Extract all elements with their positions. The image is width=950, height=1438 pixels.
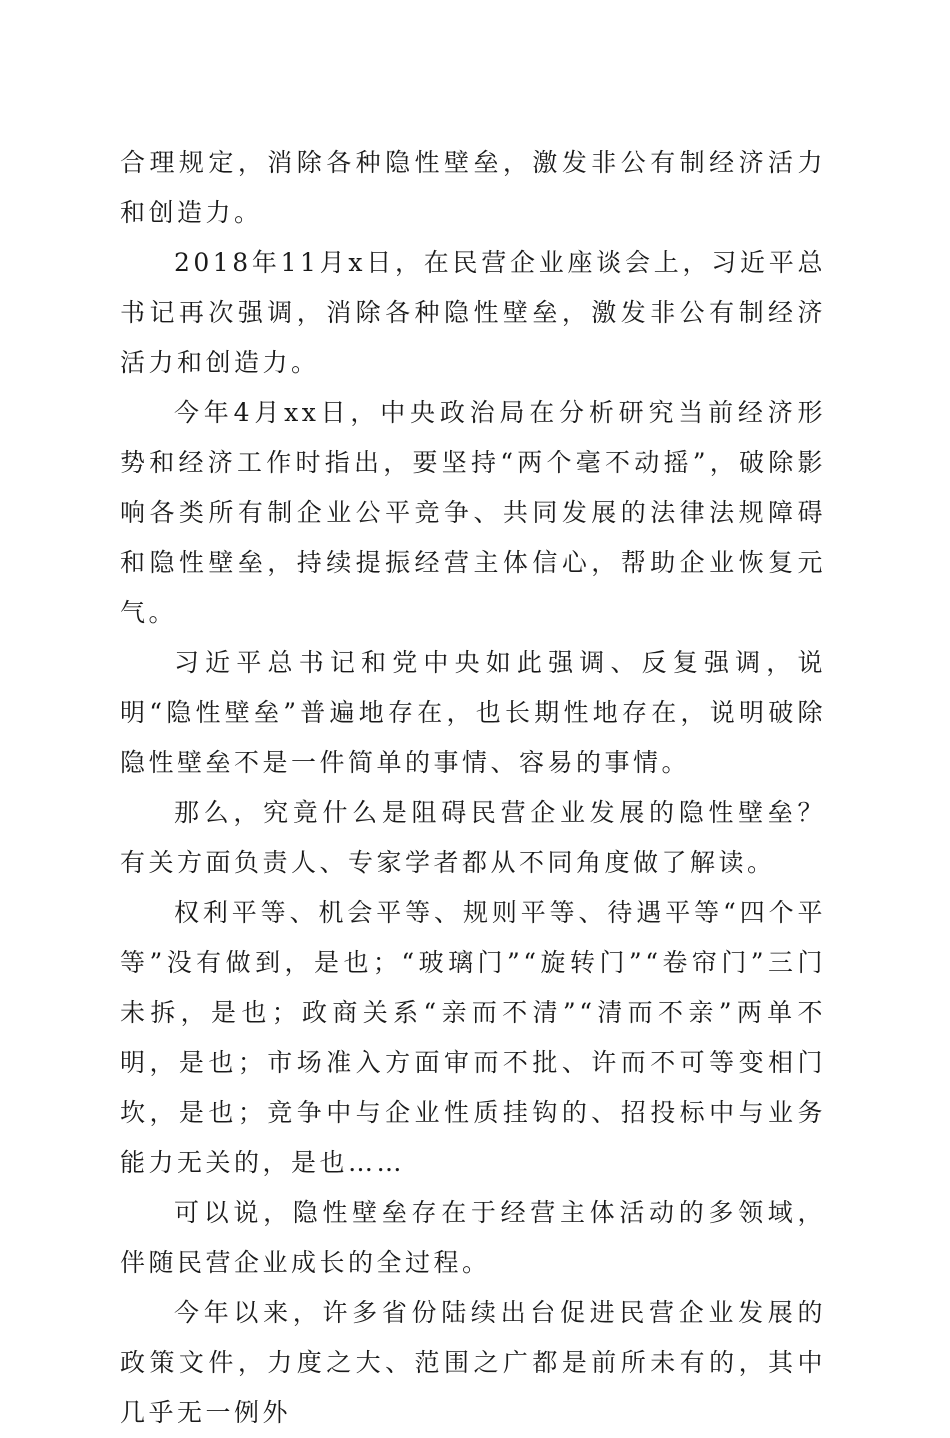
paragraph: 习近平总书记和党中央如此强调、反复强调，说明“隐性壁垒”普遍地存在，也长期性地存在，说明破除隐性壁垒不是一件简单的事情、容易的事情。 [120, 648, 826, 777]
paragraph: 今年以来，许多省份陆续出台促进民营企业发展的政策文件，力度之大、范围之广都是前所未有的，其中几乎无一例外 [120, 1298, 826, 1427]
paragraph: 可以说，隐性壁垒存在于经营主体活动的多领域，伴随民营企业成长的全过程。 [120, 1198, 826, 1277]
paragraph: 2018年11月x日，在民营企业座谈会上，习近平总书记再次强调，消除各种隐性壁垒，激发非公有制经济活力和创造力。 [120, 248, 826, 377]
paragraph: 权利平等、机会平等、规则平等、待遇平等“四个平等”没有做到，是也；“玻璃门”“旋转门”“卷帘门”三门未拆，是也；政商关系“亲而不清”“清而不亲”两单不明，是也；市场准入方面审而不批、许而不可等变相门坎，是也；竞争中与企业性质挂钩的、招投标中与业务能力无关的，是也…… [120, 898, 826, 1177]
paragraph: 今年4月xx日，中央政治局在分析研究当前经济形势和经济工作时指出，要坚持“两个毫不动摇”，破除影响各类所有制企业公平竞争、共同发展的法律法规障碍和隐性壁垒，持续提振经营主体信心，帮助企业恢复元气。 [120, 398, 826, 627]
document-page [120, 138, 826, 1438]
paragraph: 那么，究竟什么是阻碍民营企业发展的隐性壁垒？有关方面负责人、专家学者都从不同角度做了解读。 [120, 798, 826, 877]
paragraph: 合理规定，消除各种隐性壁垒，激发非公有制经济活力和创造力。 [120, 148, 826, 227]
